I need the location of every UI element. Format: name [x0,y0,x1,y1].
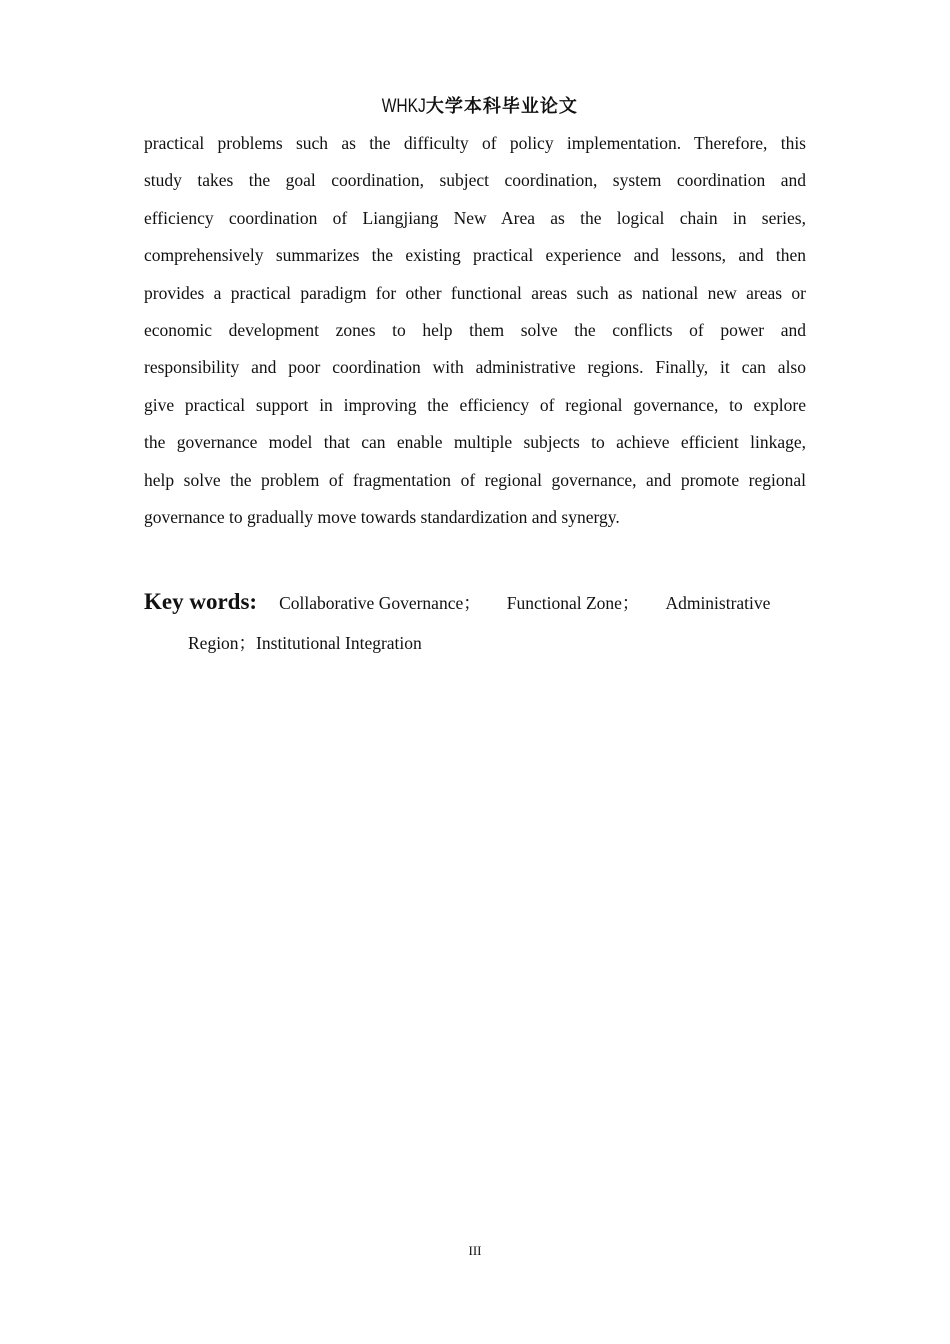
abstract-line: economic development zones to help them solve the conflicts of power and [144,319,806,340]
keywords-title: Key words: [144,589,258,614]
page-number: III [468,1243,482,1258]
abstract-line: governance to gradually move towards standardization and synergy. [144,506,620,527]
abstract-line: the governance model that can enable multiple subjects to achieve efficient linkage, [144,432,806,453]
header-title: 大学本科毕业论文 [425,96,578,117]
abstract-line: help solve the problem of fragmentation of regional governance, and promote regional [144,469,806,490]
abstract-line: give practical support in improving the efficiency of regional governance, to explore [144,394,806,415]
abstract-line: comprehensively summarizes the existing practical experience and lessons, and then [144,245,806,266]
abstract-line: study takes the goal coordination, subject coordination, system coordination and [144,170,806,191]
abstract-line: efficiency coordination of Liangjiang New Area as the logical chain in series, [144,207,806,228]
keywords-section [144,582,806,663]
abstract-line: provides a practical paradigm for other functional areas such as national new areas or [144,282,806,303]
running-header [0,94,950,120]
abstract-body [144,125,806,536]
keyword-item: Administrative [665,593,771,613]
keywords-line-2: Region；Institutional Integration [188,633,422,653]
keyword-item: Collaborative Governance； [279,593,481,613]
abstract-line: responsibility and poor coordination with administrative regions. Finally, it can also [144,357,806,378]
keywords-line-1 [144,582,806,623]
header-institution-code: WHKJ [381,96,426,117]
keyword-item: Functional Zone； [506,593,640,613]
abstract-line: practical problems such as the difficulty of policy implementation. Therefore, this [144,133,806,153]
